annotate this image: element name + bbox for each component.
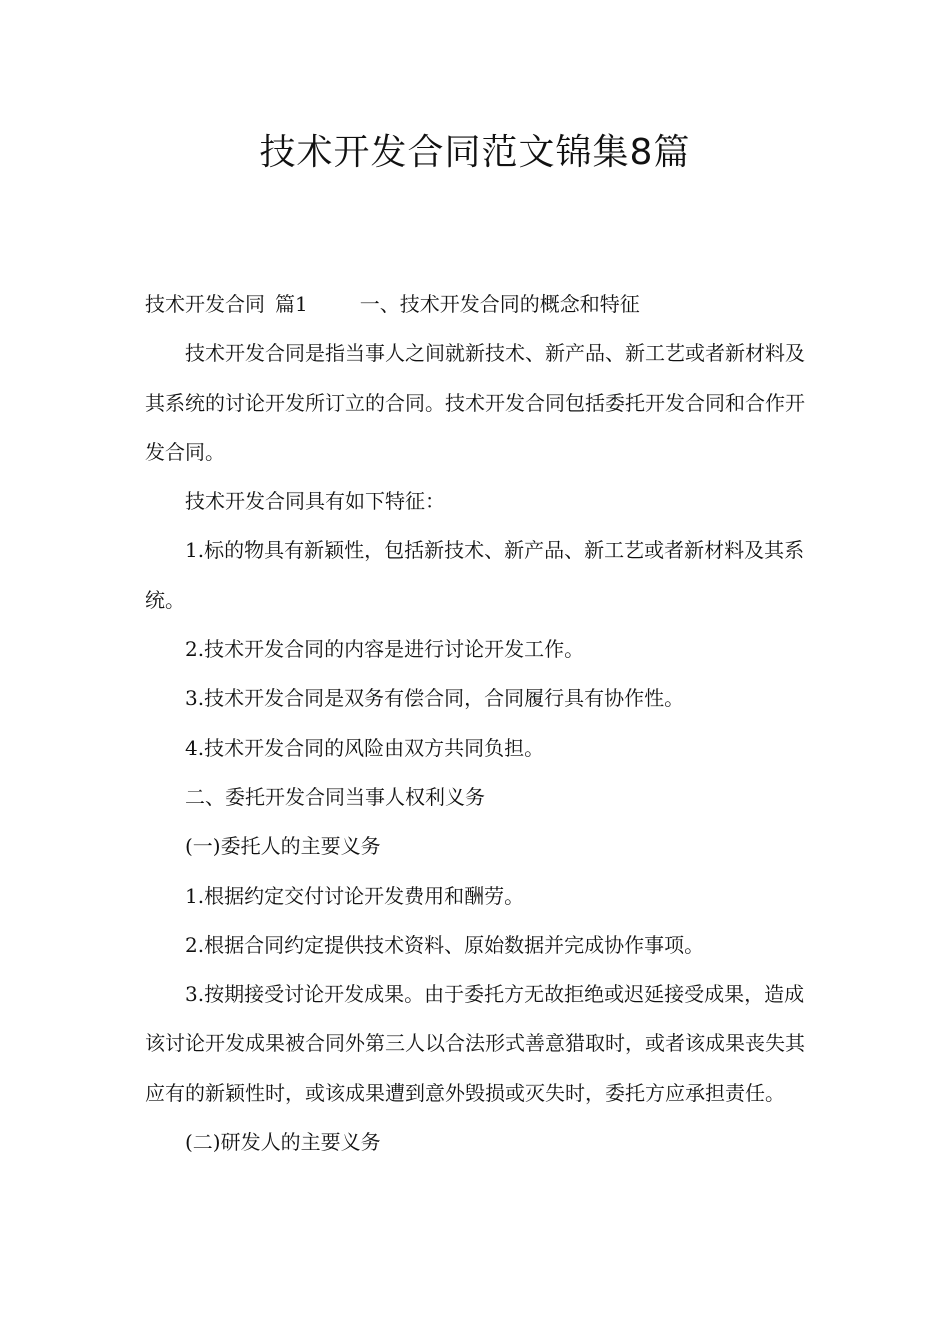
section-heading-2: 二、委托开发合同当事人权利义务 — [185, 784, 485, 809]
paragraph-feature-2: 2.技术开发合同的内容是进行讨论开发工作。 — [185, 637, 585, 662]
document-body — [145, 280, 815, 1167]
paragraph-definition: 技术开发合同是指当事人之间就新技术、新产品、新工艺或者新材料及其系统的讨论开发所订立的合同。技术开发合同包括委托开发合同和合作开发合同。 — [145, 341, 805, 464]
paragraph-features-intro: 技术开发合同具有如下特征： — [185, 489, 445, 514]
subsection-heading-client: (一)委托人的主要义务 — [185, 834, 381, 859]
part-label: 篇1 — [275, 292, 308, 316]
first-line — [145, 280, 815, 329]
paragraph-feature-1: 1.标的物具有新颖性，包括新技术、新产品、新工艺或者新材料及其系统。 — [145, 538, 805, 612]
paragraph-client-duty-2: 2.根据合同约定提供技术资料、原始数据并完成协作事项。 — [185, 932, 705, 957]
subsection-heading-developer: (二)研发人的主要义务 — [185, 1130, 381, 1155]
paragraph-client-duty-1: 1.根据约定交付讨论开发费用和酬劳。 — [185, 883, 525, 908]
paragraph-feature-4: 4.技术开发合同的风险由双方共同负担。 — [185, 735, 545, 760]
paragraph-client-duty-3: 3.按期接受讨论开发成果。由于委托方无故拒绝或迟延接受成果，造成该讨论开发成果被合同外第三人以合法形式善意猎取时，或者该成果丧失其应有的新颖性时，或该成果遭到意外毁损或灭失时，委托方应承担责任。 — [145, 982, 805, 1105]
paragraph-feature-3: 3.技术开发合同是双务有偿合同，合同履行具有协作性。 — [185, 686, 685, 711]
section-heading-1: 一、技术开发合同的概念和特征 — [359, 292, 640, 316]
document-title: 技术开发合同范文锦集8篇 — [259, 132, 691, 173]
contract-heading: 技术开发合同 — [145, 292, 265, 316]
